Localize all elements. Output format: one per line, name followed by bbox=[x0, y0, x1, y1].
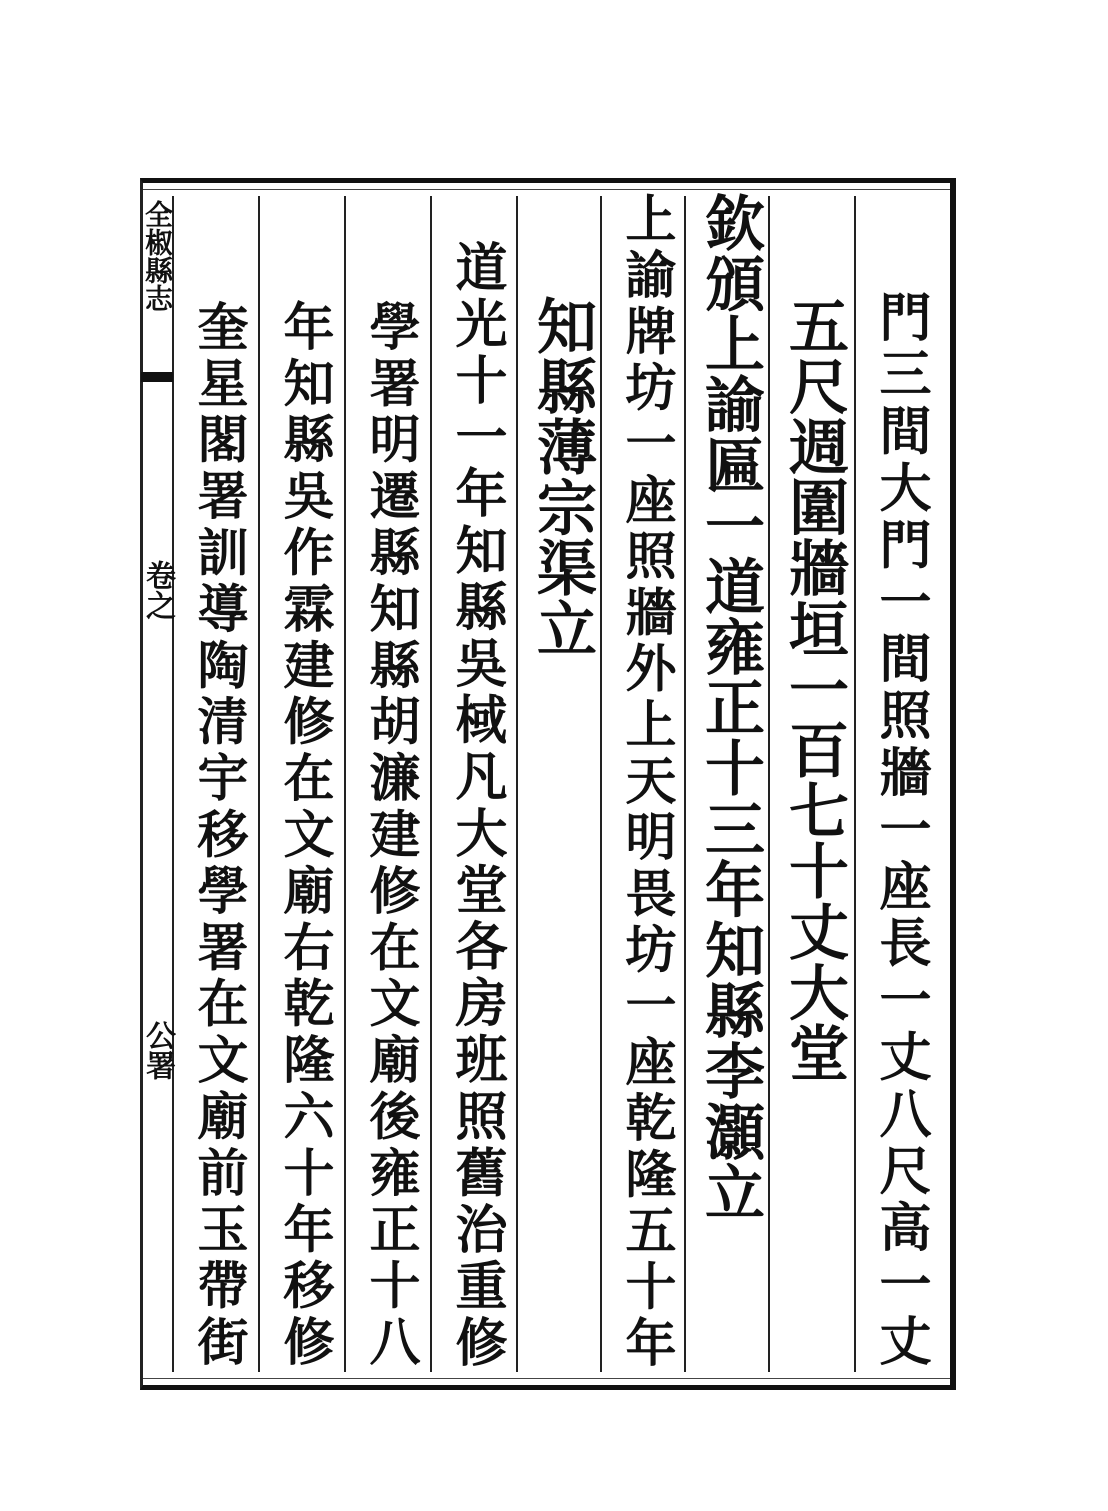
column-rule bbox=[600, 196, 602, 1372]
text-column-8: 年知縣吳作霖建修在文廟右乾隆六十年移修 bbox=[274, 300, 334, 1372]
margin-volume-mark: 卷之 bbox=[140, 560, 175, 620]
text-column-6: 道光十一年知縣吳棫凡大堂各房班照舊治重修 bbox=[446, 240, 507, 1372]
text-column-9: 奎星閣署訓導陶清宇移學署在文廟前玉帶街 bbox=[188, 300, 248, 1372]
text-column-1: 門三間大門一間照牆一座長一丈八尺高一丈 bbox=[870, 290, 931, 1372]
column-rule bbox=[516, 196, 518, 1372]
column-rule bbox=[684, 196, 686, 1372]
fishtail-mark-upper bbox=[141, 372, 173, 382]
column-rule bbox=[430, 196, 432, 1372]
text-column-3: 欽頒上諭匾一道雍正十三年知縣李灝立 bbox=[695, 192, 765, 1223]
text-column-4: 上諭牌坊一座照牆外上天明畏坊一座乾隆五十年 bbox=[616, 192, 676, 1373]
column-rule bbox=[258, 196, 260, 1372]
column-rule bbox=[344, 196, 346, 1372]
text-column-7: 學署明遷縣知縣胡濂建修在文廟後雍正十八 bbox=[360, 300, 420, 1372]
margin-book-title: 全椒縣志 bbox=[141, 200, 174, 312]
column-rule bbox=[854, 196, 856, 1372]
text-column-2: 五尺週圍牆垣一百七十丈大堂 bbox=[779, 295, 849, 1083]
margin-section-label: 公署 bbox=[140, 1020, 175, 1080]
text-column-5: 知縣薄宗渠立 bbox=[527, 295, 597, 659]
column-rule bbox=[768, 196, 770, 1372]
